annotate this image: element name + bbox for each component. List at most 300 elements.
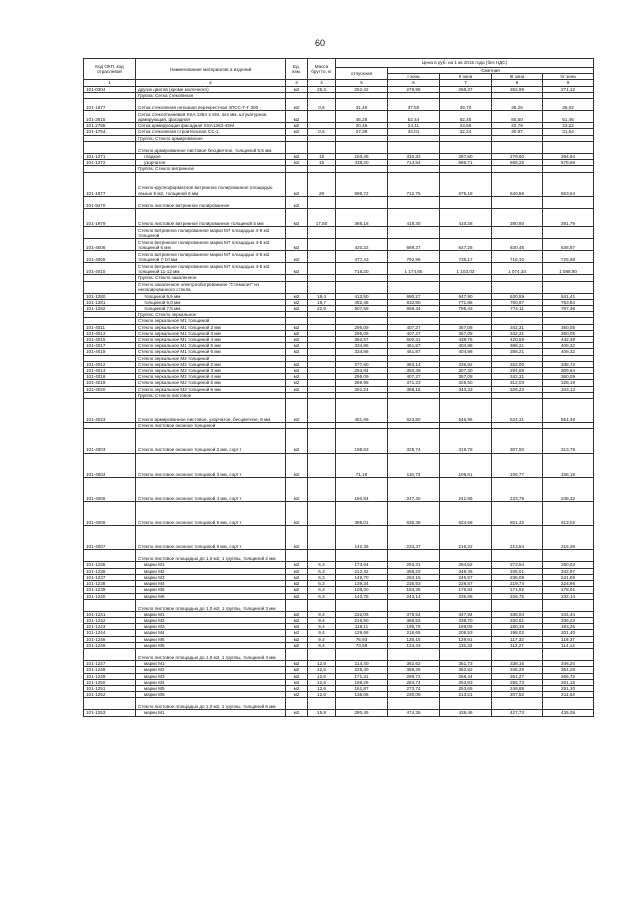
release-price: 295,09 xyxy=(336,374,388,380)
material-name: марки М3 xyxy=(136,673,286,679)
release-price: 334,86 xyxy=(336,349,388,355)
zone3-price: 330,51 xyxy=(492,618,543,624)
zone4-price: 271,12 xyxy=(543,86,594,92)
mass-cell: 18,4 xyxy=(308,293,336,299)
release-price: 129,68 xyxy=(336,630,388,636)
empty-cell xyxy=(388,226,440,238)
subheader-title: Стекло закаленное электрообогреваемое "Стемалит" из неполированного стекла xyxy=(136,281,286,293)
unit-cell: м2 xyxy=(286,251,308,263)
mass-cell xyxy=(308,399,336,423)
empty-cell xyxy=(336,698,388,710)
zone4-price: 1 088,80 xyxy=(543,263,594,275)
zone2-price: 189,06 xyxy=(440,624,492,630)
group-title: Группа: Стекло зеркальное xyxy=(136,312,286,318)
empty-cell xyxy=(308,141,336,153)
unit-cell: м2 xyxy=(286,123,308,129)
subheader-row xyxy=(84,226,594,238)
zone1-price: 243,14 xyxy=(388,593,440,599)
table-row xyxy=(84,477,594,501)
material-code: 101-1252 xyxy=(84,692,136,698)
zone3-price: 420,59 xyxy=(492,337,543,343)
zone2-price: 686,71 xyxy=(440,160,492,166)
mass-cell: 9,4 xyxy=(308,618,336,624)
material-name: Стекло листовое оконное толщиной 5 мм, сорт I xyxy=(136,502,286,526)
zone2-price: 357,08 xyxy=(440,374,492,380)
empty-cell xyxy=(308,550,336,562)
empty-cell xyxy=(84,550,136,562)
zone1-price: 235,53 xyxy=(388,581,440,587)
material-name: марки М1 xyxy=(136,562,286,568)
empty-cell xyxy=(492,281,543,293)
zone4-price: 36,02 xyxy=(543,99,594,111)
zone1-price: 350,49 xyxy=(388,368,440,374)
material-name: марки М5 xyxy=(136,587,286,593)
empty-cell xyxy=(492,141,543,153)
zone1-price: 712,75 xyxy=(388,172,440,196)
zone2-price: 213,21 xyxy=(440,692,492,698)
mass-cell: 0,5 xyxy=(308,129,336,135)
zone1-price: 359,23 xyxy=(388,568,440,574)
unit-cell: м2 xyxy=(286,618,308,624)
price-table-body xyxy=(84,59,594,717)
unit-cell: м2 xyxy=(286,526,308,550)
zone4-price: 763,84 xyxy=(543,299,594,305)
mass-cell: 25,3 xyxy=(308,86,336,92)
unit-cell: м2 xyxy=(286,172,308,196)
table-row xyxy=(84,263,594,275)
empty-cell xyxy=(286,141,308,153)
zone4-price: 350,05 xyxy=(543,330,594,336)
zone4-price: 338,72 xyxy=(543,361,594,367)
zone2-price: 675,18 xyxy=(440,172,492,196)
zone3-price: 198,02 xyxy=(492,630,543,636)
zone1-price: 219,65 xyxy=(388,630,440,636)
zone2-price: 115,33 xyxy=(440,642,492,648)
zone2-price: 52,45 xyxy=(440,111,492,123)
header-index: 1 xyxy=(84,80,136,86)
material-code: 101-0304 xyxy=(84,86,136,92)
zone2-price: 335,92 xyxy=(440,361,492,367)
zone2-price: 348,46 xyxy=(440,568,492,574)
zone1-price: 196,76 xyxy=(388,624,440,630)
subheader-row xyxy=(84,599,594,611)
mass-cell xyxy=(308,251,336,263)
zone2-price: 36,70 xyxy=(440,99,492,111)
zone1-price: 52,44 xyxy=(388,111,440,123)
zone3-price xyxy=(492,196,543,208)
mass-cell: 12,6 xyxy=(308,692,336,698)
unit-cell: м2 xyxy=(286,153,308,159)
zone3-price: 326,23 xyxy=(492,386,543,392)
empty-cell xyxy=(308,599,336,611)
zone1-price: 383,14 xyxy=(388,361,440,367)
subheader-row xyxy=(84,281,594,293)
empty-cell xyxy=(388,550,440,562)
zone3-price: 256,73 xyxy=(492,679,543,685)
material-code: 101-4010 xyxy=(84,263,136,275)
material-name: марки М4 xyxy=(136,630,286,636)
zone2-price: 357,08 xyxy=(440,330,492,336)
header-zone1: I зона xyxy=(388,74,440,80)
release-price: 252,42 xyxy=(336,86,388,92)
mass-cell: 19 xyxy=(308,160,336,166)
empty-cell xyxy=(440,281,492,293)
unit-cell: м2 xyxy=(286,667,308,673)
empty-cell xyxy=(492,226,543,238)
material-code: 101-4015 xyxy=(84,337,136,343)
material-code: 101-1238 xyxy=(84,581,136,587)
material-name: марки М4 xyxy=(136,581,286,587)
empty-cell xyxy=(84,649,136,661)
empty-cell xyxy=(336,649,388,661)
mass-cell xyxy=(308,526,336,550)
material-name: гладкое xyxy=(136,153,286,159)
zone3-price: 35,26 xyxy=(492,99,543,111)
zone1-price: 276,95 xyxy=(388,86,440,92)
mass-cell: 19 xyxy=(308,153,336,159)
material-name: Стекло листовое оконное толщиной 2 мм, сорт I xyxy=(136,429,286,453)
subheader-title: Стекло листовое площадью до 1,0 м2, 1 группы, толщиной 5 мм xyxy=(136,698,286,710)
header-zone4: IV зона xyxy=(543,74,594,80)
zone1-price: 130,15 xyxy=(388,636,440,642)
zone2-price: 347,94 xyxy=(440,611,492,617)
material-code: 101-1754 xyxy=(84,129,136,135)
zone3-price: 307,60 xyxy=(492,429,543,453)
material-name: марки М2 xyxy=(136,568,286,574)
empty-cell xyxy=(336,141,388,153)
material-code: 101-2795 xyxy=(84,123,136,129)
material-name: толщиной 7,5 мм xyxy=(136,306,286,312)
empty-cell xyxy=(440,599,492,611)
release-price: 161,87 xyxy=(336,685,388,691)
unit-cell: м2 xyxy=(286,642,308,648)
mass-cell: 6,3 xyxy=(308,587,336,593)
material-code: 101-4003 xyxy=(84,429,136,453)
zone2-price: 338,70 xyxy=(440,618,492,624)
zone4-price: 119,37 xyxy=(543,636,594,642)
material-code: 101-4006 xyxy=(84,239,136,251)
zone2-price: 253,65 xyxy=(440,685,492,691)
material-name: Стекло зеркальное М2 толщиной 6 мм xyxy=(136,386,286,392)
empty-cell xyxy=(308,698,336,710)
release-price: 362,57 xyxy=(336,337,388,343)
header-code: Код ОКП, код отраслевой xyxy=(84,59,136,80)
zone4-price: 551,48 xyxy=(543,399,594,423)
unit-cell: м2 xyxy=(286,111,308,123)
unit-cell: м2 xyxy=(286,196,308,208)
empty-cell xyxy=(308,649,336,661)
unit-cell: м2 xyxy=(286,306,308,312)
material-code: 101-1247 xyxy=(84,661,136,667)
zone3-price: 388,21 xyxy=(492,349,543,355)
material-code: 101-4006 xyxy=(84,502,136,526)
zone2-price: 546,96 xyxy=(440,399,492,423)
empty-cell xyxy=(440,141,492,153)
zone1-price: 714,54 xyxy=(388,160,440,166)
material-name: марки М4 xyxy=(136,679,286,685)
zone4-price: 51,46 xyxy=(543,111,594,123)
material-code: 101-4011 xyxy=(84,324,136,330)
zone4-price: 241,69 xyxy=(543,574,594,580)
header-unit: Ед. изм. xyxy=(286,59,308,80)
release-price: 477,43 xyxy=(336,251,388,263)
zone1-price: 858,44 xyxy=(388,306,440,312)
zone2-price: 340,33 xyxy=(440,386,492,392)
unit-cell: м2 xyxy=(286,502,308,526)
zone3-price: 342,31 xyxy=(492,324,543,330)
release-price: 295,09 xyxy=(336,324,388,330)
zone1-price: 461,87 xyxy=(388,343,440,349)
table-row xyxy=(84,196,594,208)
zone1-price: 184,35 xyxy=(388,587,440,593)
material-code: 101-1253 xyxy=(84,710,136,716)
material-code: 101-1244 xyxy=(84,630,136,636)
release-price: 136,06 xyxy=(336,692,388,698)
empty-cell xyxy=(308,281,336,293)
zone4-price: 442,39 xyxy=(543,337,594,343)
release-price: 216,50 xyxy=(336,618,388,624)
release-price: 71,18 xyxy=(336,453,388,477)
zone1-price: 690,27 xyxy=(388,293,440,299)
zone2-price: 268,37 xyxy=(440,86,492,92)
zone3-price: 716,10 xyxy=(492,251,543,263)
zone2-price: 32,24 xyxy=(440,129,492,135)
mass-cell xyxy=(308,453,336,477)
unit-cell: м2 xyxy=(286,399,308,423)
empty-cell xyxy=(543,141,594,153)
empty-cell xyxy=(286,226,308,238)
release-price: 228,40 xyxy=(336,667,388,673)
material-code: 101-4014 xyxy=(84,368,136,374)
zone4-price: 678,68 xyxy=(543,160,594,166)
zone4-price: 178,01 xyxy=(543,587,594,593)
unit-cell: м2 xyxy=(286,611,308,617)
empty-cell xyxy=(84,281,136,293)
zone3-price: 236,09 xyxy=(492,574,543,580)
release-price xyxy=(336,196,388,208)
zone2-price: 771,86 xyxy=(440,299,492,305)
mass-cell: 17,50 xyxy=(308,208,336,226)
header-index: 9 xyxy=(543,80,594,86)
material-name: марки М2 xyxy=(136,667,286,673)
material-name: толщиной 6,0 мм xyxy=(136,299,286,305)
empty-cell xyxy=(286,698,308,710)
zone1-price: 273,74 xyxy=(388,685,440,691)
unit-cell: м2 xyxy=(286,630,308,636)
zone3-price: 180,15 xyxy=(492,624,543,630)
release-price: 385,18 xyxy=(336,208,388,226)
header-index: 5 xyxy=(336,80,388,86)
zone3-price: 346,29 xyxy=(492,667,543,673)
zone2-price: 245,57 xyxy=(440,574,492,580)
material-name: Стекло зеркальное М1 толщиной 5 мм xyxy=(136,343,286,349)
material-name: других цветов (кроме молочного) xyxy=(136,86,286,92)
zone1-price: 407,27 xyxy=(388,374,440,380)
zone1-price: 689,27 xyxy=(388,239,440,251)
release-price: 596,72 xyxy=(336,172,388,196)
material-code: 101-4023 xyxy=(84,399,136,423)
zone1-price: 233,47 xyxy=(388,526,440,550)
zone1-price: 293,31 xyxy=(388,562,440,568)
zone1-price: 418,30 xyxy=(388,208,440,226)
zone2-price: 410,28 xyxy=(440,208,492,226)
release-price: 334,86 xyxy=(336,343,388,349)
material-name: марки М3 xyxy=(136,574,286,580)
unit-cell: м2 xyxy=(286,636,308,642)
empty-cell xyxy=(388,599,440,611)
material-name: Сетка стеклянная нетканая перекрестная 4ПСС-Т-Г 300 xyxy=(136,99,286,111)
unit-cell: м2 xyxy=(286,324,308,330)
zone2-price: 1 103,03 xyxy=(440,263,492,275)
zone3-price: 226,75 xyxy=(492,593,543,599)
unit-cell: м2 xyxy=(286,380,308,386)
subheader-title: Стекло зеркальное М1 толщиной xyxy=(136,318,286,324)
zone3-price: 640,58 xyxy=(492,172,543,196)
zone4-price: 224,96 xyxy=(543,581,594,587)
unit-cell: м2 xyxy=(286,661,308,667)
release-price: 20,45 xyxy=(336,123,388,129)
material-code: 101-1677 xyxy=(84,99,136,111)
table-row xyxy=(84,453,594,477)
table-row xyxy=(84,710,594,716)
zone4-price: 23,22 xyxy=(543,123,594,129)
mass-cell: 9,4 xyxy=(308,636,336,642)
page-number: 60 xyxy=(314,38,325,48)
zone3-price: 322,00 xyxy=(492,361,543,367)
release-price: 413,50 xyxy=(336,293,388,299)
release-price: 183,45 xyxy=(336,153,388,159)
material-code: 101-4018 xyxy=(84,380,136,386)
group-title: Группа: Стекло армированное xyxy=(136,135,286,141)
zone1-price: 310,32 xyxy=(388,153,440,159)
release-price: 716,20 xyxy=(336,263,388,275)
zone3-price: 262,99 xyxy=(492,86,543,92)
material-name: Стекло листовое витринное полированное толщиной 5 мм xyxy=(136,208,286,226)
zone4-price: 183,26 xyxy=(543,624,594,630)
zone1-price: 375,54 xyxy=(388,611,440,617)
mass-cell: 12,6 xyxy=(308,661,336,667)
material-name: Стекло листовое оконное толщиной 3 мм, сорт I xyxy=(136,453,286,477)
release-price: 295,09 xyxy=(336,330,388,336)
unit-cell: м2 xyxy=(286,208,308,226)
subheader-title: Стекло зеркальное М2 толщиной xyxy=(136,355,286,361)
zone1-price: 24,11 xyxy=(388,123,440,129)
header-index: 4 xyxy=(308,80,336,86)
material-code: 101-1282 xyxy=(84,306,136,312)
zone1-price: 253,15 xyxy=(388,574,440,580)
zone3-price: 273,54 xyxy=(492,562,543,568)
material-name: Стекло армированное листовое, узорчатое, бесцветное, 9 мм xyxy=(136,399,286,423)
mass-cell xyxy=(308,263,336,275)
zone2-price: 735,17 xyxy=(440,251,492,263)
release-price: 198,63 xyxy=(336,429,388,453)
release-price: 462,46 xyxy=(336,299,388,305)
zone3-price: 336,04 xyxy=(492,611,543,617)
zone1-price: 792,96 xyxy=(388,251,440,263)
zone3-price: 750,97 xyxy=(492,299,543,305)
material-name: узорчатое xyxy=(136,160,286,166)
unit-cell: м2 xyxy=(286,568,308,574)
material-code: 101-4012 xyxy=(84,361,136,367)
material-name: Стекло витринное полированное марки М7 площадью 4-8 м2 толщиной 11-12 мм xyxy=(136,263,286,275)
subheader-title: Стекло армированное листовое бесцветное, толщиной 5,5 мм xyxy=(136,141,286,153)
table-row xyxy=(84,399,594,423)
zone4-price: 31,64 xyxy=(543,129,594,135)
release-price: 280,45 xyxy=(336,710,388,716)
mass-cell: 6,3 xyxy=(308,581,336,587)
zone1-price: 116,73 xyxy=(388,453,440,477)
mass-cell: 9,4 xyxy=(308,642,336,648)
mass-cell: 15,8 xyxy=(308,710,336,716)
zone2-price: 242,86 xyxy=(440,477,492,501)
empty-cell xyxy=(543,550,594,562)
header-index: 8 xyxy=(492,80,543,86)
zone2-price: 319,78 xyxy=(440,429,492,453)
unit-cell: м2 xyxy=(286,337,308,343)
material-name: марки М1 xyxy=(136,710,286,716)
empty-cell xyxy=(492,599,543,611)
release-price: 507,59 xyxy=(336,306,388,312)
table-row xyxy=(84,502,594,526)
zone1-price: 247,40 xyxy=(388,477,440,501)
zone2-price: 208,53 xyxy=(440,630,492,636)
zone2-price: 438,75 xyxy=(440,337,492,343)
zone1-price: 500,41 xyxy=(388,337,440,343)
zone1-price: 623,80 xyxy=(388,399,440,423)
material-code: 101-1979 xyxy=(84,208,136,226)
zone3-price: 171,92 xyxy=(492,587,543,593)
zone3-price: 1 074,34 xyxy=(492,263,543,275)
zone1-price: 289,72 xyxy=(388,673,440,679)
zone4-price: 636,87 xyxy=(543,239,594,251)
mass-cell xyxy=(308,477,336,501)
zone2-price: 647,25 xyxy=(440,239,492,251)
zone3-price: 388,21 xyxy=(492,343,543,349)
mass-cell: 28 xyxy=(308,172,336,196)
zone3-price: 219,74 xyxy=(492,581,543,587)
zone4-price: 346,20 xyxy=(543,661,594,667)
empty-cell xyxy=(492,550,543,562)
mass-cell xyxy=(308,239,336,251)
zone4-price: 251,10 xyxy=(543,685,594,691)
mass-cell: 6,3 xyxy=(308,574,336,580)
zone3-price: 774,11 xyxy=(492,306,543,312)
unit-cell: м2 xyxy=(286,343,308,349)
unit-cell: м2 xyxy=(286,239,308,251)
zone3-price: 233,78 xyxy=(492,477,543,501)
unit-cell: м2 xyxy=(286,685,308,691)
zone4-price: 114,14 xyxy=(543,642,594,648)
material-name: Сетка армирующая фасадная SSA1363-4SM xyxy=(136,123,286,129)
table-row xyxy=(84,208,594,226)
table-row xyxy=(84,172,594,196)
release-price: 45,28 xyxy=(336,111,388,123)
unit-cell: м2 xyxy=(286,562,308,568)
material-name: Стекло зеркальное М1 толщиной 2 мм xyxy=(136,324,286,330)
zone4-price: 232,14 xyxy=(543,593,594,599)
zone3-price: 524,31 xyxy=(492,399,543,423)
release-price: 150,84 xyxy=(336,477,388,501)
unit-cell: м2 xyxy=(286,299,308,305)
release-price: 281,24 xyxy=(336,386,388,392)
unit-cell: м2 xyxy=(286,429,308,453)
zone1-price: 366,53 xyxy=(388,618,440,624)
zone4-price: 284,64 xyxy=(543,153,594,159)
zone3-price: 630,48 xyxy=(492,239,543,251)
zone1-price: 474,35 xyxy=(388,710,440,716)
header-zone3: III зона xyxy=(492,74,543,80)
zone3-price: 427,73 xyxy=(492,710,543,716)
